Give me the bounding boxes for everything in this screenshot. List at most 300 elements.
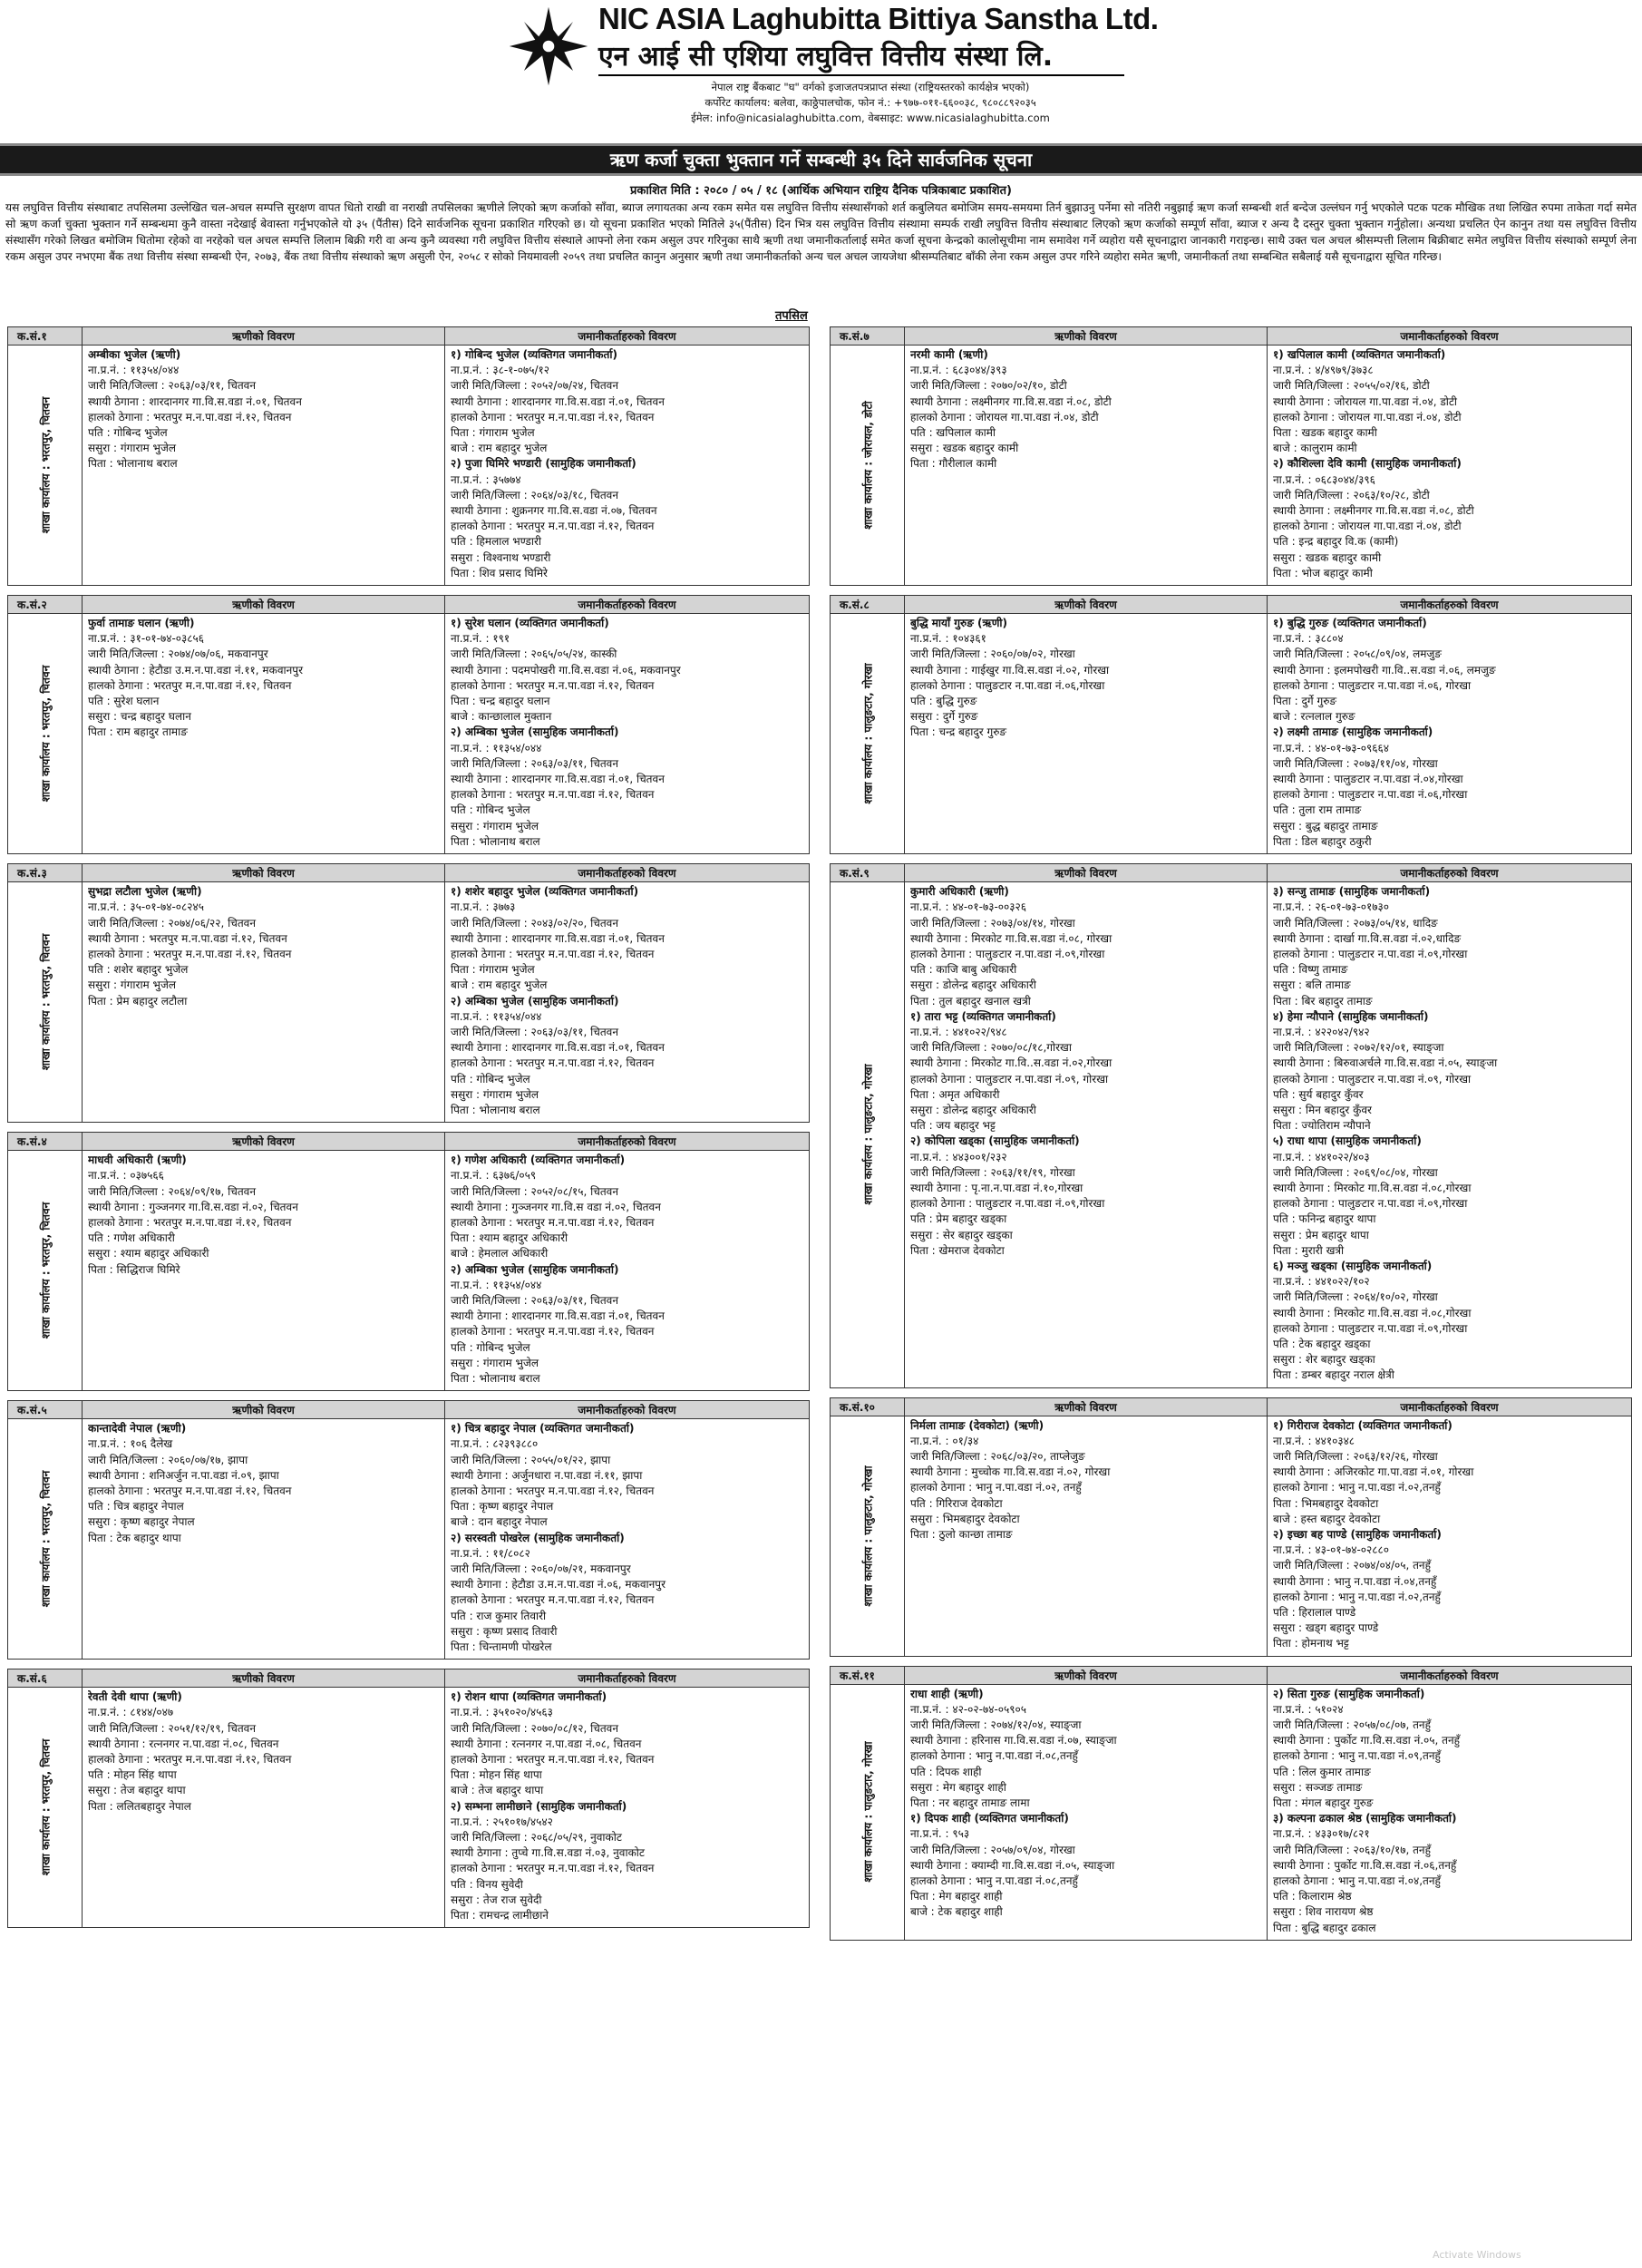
- detail-line: जारी मिति/जिल्ला : २०६०/०७/०२, गोरखा: [910, 647, 1075, 661]
- detail-line: स्थायी ठेगाना : मुच्चोक गा.वि.स.वडा नं.०२, गोरखा: [910, 1465, 1111, 1479]
- record-body-row: [8, 614, 809, 853]
- detail-line: हालको ठेगाना : भानु न.पा.वडा नं.०८,तनहुँ: [910, 1749, 1078, 1763]
- detail-line: स्थायी ठेगाना : भरतपुर म.न.पा.वडा नं.१२, चितवन: [88, 931, 287, 945]
- guarantors-header-cell: जमानीकर्ताहरुको विवरण: [578, 1672, 676, 1686]
- detail-line: पति : खपिलाल कामी: [910, 426, 996, 440]
- detail-line: जारी मिति/जिल्ला : २०६९/०८/०४, गोरखा: [1273, 1165, 1438, 1179]
- detail-line: स्थायी ठेगाना : गुञ्जनगर गा.वि.स वडा नं.०२, चितवन: [451, 1200, 661, 1213]
- detail-line: जारी मिति/जिल्ला : २०६३/१२/२६, गोरखा: [1273, 1450, 1438, 1463]
- detail-line: स्थायी ठेगाना : लक्ष्मीनगर गा.वि.स.वडा नं.०८, डोटी: [910, 394, 1112, 408]
- loan-record-block: [830, 326, 1632, 586]
- detail-line: जारी मिति/जिल्ला : २०७४/०४/०५, तनहुँ: [1273, 1559, 1431, 1572]
- detail-line: ना.प्र.नं. : ४३-०१-७४-०२८८०: [1273, 1543, 1390, 1557]
- company-contact-block: [598, 80, 1142, 126]
- detail-line: स्थायी ठेगाना : गाईखुर गा.वि.स.वडा नं.०२, गोरखा: [910, 663, 1110, 677]
- record-body-row: [831, 346, 1631, 585]
- record-header-row: [831, 1667, 1631, 1685]
- detail-line: ना.प्र.नं. : ११३५४/०४४: [88, 364, 180, 377]
- detail-line: हालको ठेगाना : भानु न.पा.वडा नं.०९,तनहुँ: [1273, 1749, 1441, 1763]
- detail-line: ना.प्र.नं. : ४३३०१७/८२१: [1273, 1827, 1370, 1841]
- detail-line: स्थायी ठेगाना : मिरकोट गा.वि.स.वडा नं.०८,गोरखा: [1273, 1181, 1472, 1194]
- person-name-line: नरमी कामी (ऋणी): [910, 348, 988, 361]
- loan-record-block: [830, 595, 1632, 854]
- record-header-row: [8, 327, 809, 346]
- detail-line: स्थायी ठेगाना : बिरुवाअर्चले गा.वि.स.वडा नं.०५, स्याङ्जा: [1273, 1056, 1498, 1070]
- person-name-line: ४) हेमा न्यौपाने (सामुहिक जमानीकर्ता): [1273, 1009, 1429, 1023]
- branch-office-cell: [831, 614, 905, 853]
- detail-line: ससुरा : गंगाराम भुजेल: [451, 819, 539, 832]
- detail-line: स्थायी ठेगाना : शारदानगर गा.वि.स.वडा नं.०१, चितवन: [451, 1309, 665, 1323]
- detail-line: हालको ठेगाना : भरतपुर म.न.पा.वडा नं.१२, चितवन: [88, 678, 292, 692]
- detail-line: स्थायी ठेगाना : मिरकोट गा.वि..स.वडा नं.०२,गोरखा: [910, 1056, 1112, 1070]
- detail-line: हालको ठेगाना : पालुङटार न.पा.वडा नं.०९,गोरखा: [910, 1197, 1105, 1211]
- serial-number-cell: क.सं.६: [8, 1669, 83, 1687]
- record-header-row: [831, 596, 1631, 614]
- detail-line: ससुरा : कृष्ण बहादुर नेपाल: [88, 1515, 195, 1529]
- detail-line: ससुरा : सञ्जङ तामाङ: [1273, 1780, 1363, 1794]
- detail-line: पिता : चन्द्र बहादुर घलान: [451, 695, 550, 708]
- person-name-line: कान्तादेवी नेपाल (ऋणी): [88, 1422, 187, 1436]
- person-name-line: २) पुजा घिमिरे भण्डारी (सामुहिक जमानीकर्ता): [451, 457, 636, 471]
- detail-line: ना.प्र.नं. : ४४-०१-७३-०९६६४: [1273, 741, 1390, 754]
- detail-line: हालको ठेगाना : भरतपुर म.न.पा.वडा नं.१२, चितवन: [451, 1325, 655, 1338]
- person-name-line: ३) कल्पना ढकाल श्रेष्ठ (सामुहिक जमानीकर्ता): [1273, 1812, 1457, 1825]
- detail-line: पति : टेक बहादुर खड्का: [1273, 1337, 1371, 1350]
- detail-line: स्थायी ठेगाना : शारदानगर गा.वि.स.वडा नं.०१, चितवन: [88, 394, 302, 408]
- detail-line: ना.प्र.नं. : ४२-०२-७४-०५९०५: [910, 1702, 1027, 1716]
- borrower-header-cell: ऋणीको विवरण: [83, 1669, 445, 1687]
- detail-line: स्थायी ठेगाना : हेटौडा उ.म.न.पा.वडा नं.११, मकवानपुर: [88, 663, 303, 677]
- detail-line: स्थायी ठेगाना : अर्जुनधारा न.पा.वडा नं.११, झापा: [451, 1468, 643, 1482]
- detail-line: जारी मिति/जिल्ला : २०७३/०४/१४, गोरखा: [910, 916, 1075, 930]
- detail-line: जारी मिति/जिल्ला : २०६८/०३/२०, ताप्लेजुङ: [910, 1450, 1085, 1463]
- branch-office-cell: [8, 346, 83, 585]
- record-header-row: [8, 1669, 809, 1688]
- detail-line: ससुरा : बुद्ध बहादुर तामाङ: [1273, 819, 1378, 832]
- detail-line: बाजे : राम बहादुर भुजेल: [451, 978, 548, 992]
- detail-line: ना.प्र.नं. : १०६ दैलेख: [88, 1437, 173, 1451]
- serial-number-cell: क.सं.१०: [831, 1398, 905, 1416]
- detail-line: हालको ठेगाना : भरतपुर म.न.पा.वडा नं.१२, चितवन: [88, 410, 292, 423]
- detail-line: बाजे : तेज बहादुर थापा: [451, 1784, 544, 1797]
- publication-date: प्रकाशित मिति : २०८० / ०५ / १८ (आर्थिक अभियान राष्ट्रिय दैनिक पत्रिकाबाट प्रकाशित): [630, 184, 1012, 198]
- detail-line: जारी मिति/जिल्ला : २०७०/०८/१२, चितवन: [451, 1721, 618, 1735]
- serial-number-cell: क.सं.५: [8, 1401, 83, 1418]
- detail-line: स्थायी ठेगाना : मिरकोट गा.वि.स.वडा नं.०८, गोरखा: [910, 931, 1112, 945]
- detail-line: पति : गोबिन्द भुजेल: [451, 803, 530, 817]
- detail-line: पिता : भोलानाथ बराल: [88, 457, 178, 471]
- detail-line: ना.प्र.नं. : ०१/३४: [910, 1434, 979, 1447]
- guarantor-details-cell: [445, 614, 809, 853]
- detail-line: जारी मिति/जिल्ला : २०७०/०२/१०, डोटी: [910, 379, 1067, 393]
- detail-line: जारी मिति/जिल्ला : २०७३/०५/१४, धादिङ: [1273, 916, 1438, 930]
- detail-line: पिता : होमनाथ भट्ट: [1273, 1637, 1349, 1650]
- person-name-line: १) गोबिन्द भुजेल (व्यक्तिगत जमानीकर्ता): [451, 348, 617, 361]
- detail-line: स्थायी ठेगाना : शारदानगर गा.वि.स.वडा नं.०१, चितवन: [451, 931, 665, 945]
- detail-line: पिता : रामचन्द्र लामीछाने: [451, 1909, 549, 1922]
- detail-line: ना.प्र.नं. : ३८-१-०७५/१२: [451, 364, 549, 377]
- detail-line: पिता : बुद्धि बहादुर ढकाल: [1273, 1921, 1376, 1934]
- detail-line: पिता : कृष्ण बहादुर नेपाल: [451, 1500, 554, 1514]
- left-column: [7, 326, 810, 1937]
- detail-line: हालको ठेगाना : जोरायल गा.पा.वडा नं.०४, डोटी: [1273, 520, 1462, 533]
- detail-line: बाजे : कान्छालाल मुक्तान: [451, 710, 552, 724]
- record-header-row: [8, 864, 809, 882]
- detail-line: ना.प्र.नं. : ०६८३०४४/३९६: [1273, 472, 1375, 486]
- detail-line: ना.प्र.नं. : ११/८०८२: [451, 1546, 530, 1560]
- person-name-line: २) अम्बिका भुजेल (सामुहिक जमानीकर्ता): [451, 994, 619, 1007]
- detail-line: पिता : बिर बहादुर तामाङ: [1273, 994, 1373, 1007]
- email-website-line: ईमेल: info@nicasialaghubitta.com, वेबसाइट: www.nicasialaghubitta.com: [691, 112, 1050, 124]
- detail-line: ना.प्र.नं. : ४४१०२२/४०३: [1273, 1150, 1370, 1163]
- activate-windows-watermark: Activate Windows: [1433, 2249, 1521, 2261]
- record-body-row: [8, 346, 809, 585]
- detail-line: हालको ठेगाना : पालुङटार न.पा.वडा नं.०६,गोरखा: [1273, 788, 1468, 802]
- person-name-line: रेवती देवी थापा (ऋणी): [88, 1690, 182, 1704]
- detail-line: पति : काजि बाबु अधिकारी: [910, 963, 1017, 977]
- branch-office-label: शाखा कार्यालय : भरतपुर, चितवन: [39, 665, 52, 803]
- guarantors-header-cell: जमानीकर्ताहरुको विवरण: [578, 330, 676, 343]
- person-name-line: कुमारी अधिकारी (ऋणी): [910, 885, 1009, 899]
- detail-line: ससुरा : गंगाराम भुजेल: [451, 1087, 539, 1101]
- detail-line: ना.प्र.नं. : ११३५४/०४४: [451, 1009, 542, 1023]
- detail-line: ना.प्र.नं. : १९१: [451, 632, 510, 646]
- detail-line: ससुरा : शेर बहादुर खड्का: [1273, 1353, 1375, 1367]
- detail-line: हालको ठेगाना : जोरायल गा.पा.वडा नं.०४, डोटी: [1273, 410, 1462, 423]
- person-name-line: १) बुद्धि गुरुङ (व्यक्तिगत जमानीकर्ता): [1273, 617, 1427, 630]
- detail-line: ना.प्र.नं. : ४४१०२२/१०२: [1273, 1275, 1370, 1289]
- person-name-line: २) कौशिल्ला देवि कामी (सामुहिक जमानीकर्ता): [1273, 457, 1462, 471]
- detail-line: जारी मिति/जिल्ला : २०५७/०९/०४, गोरखा: [910, 1843, 1075, 1856]
- detail-line: पिता : भोलानाथ बराल: [451, 1103, 540, 1116]
- detail-line: स्थायी ठेगाना : इलमपोखरी गा.वि..स.वडा नं.०६, लमजुङ: [1273, 663, 1496, 677]
- detail-line: पिता : खेमराज देवकोटा: [910, 1243, 1005, 1257]
- detail-line: हालको ठेगाना : भानु न.पा.वडा नं.०८,तनहुँ: [910, 1874, 1078, 1888]
- person-name-line: १) चित्र बहादुर नेपाल (व्यक्तिगत जमानीकर्ता): [451, 1422, 635, 1436]
- detail-line: हालको ठेगाना : भरतपुर म.न.पा.वडा नं.१२, चितवन: [88, 1753, 292, 1767]
- detail-line: ससुरा : मिन बहादुर कुँवर: [1273, 1103, 1372, 1116]
- detail-line: जारी मिति/जिल्ला : २०६३/०३/११, चितवन: [451, 756, 618, 770]
- loan-record-block: [7, 1669, 810, 1928]
- detail-line: ना.प्र.नं. : ५१०२४: [1273, 1702, 1344, 1716]
- star-logo-icon: [508, 5, 589, 87]
- detail-line: ना.प्र.नं. : ४४३००१/२३२: [910, 1150, 1007, 1163]
- detail-line: पति : गोबिन्द भुजेल: [451, 1072, 530, 1085]
- borrower-header-cell: ऋणीको विवरण: [905, 864, 1268, 881]
- header-divider: [598, 74, 1124, 76]
- detail-line: जारी मिति/जिल्ला : २०४३/०२/२०, चितवन: [451, 916, 618, 930]
- detail-line: पति : प्रेम बहादुर खड्का: [910, 1212, 1007, 1226]
- detail-line: जारी मिति/जिल्ला : २०६३/१०/१७, तनहुँ: [1273, 1843, 1431, 1856]
- detail-line: ससुरा : बलि तामाङ: [1273, 978, 1351, 992]
- detail-line: ना.प्र.नं. : ९५३: [910, 1827, 970, 1841]
- detail-line: पति : राज कुमार तिवारी: [451, 1609, 547, 1622]
- detail-line: हालको ठेगाना : भानु न.पा.वडा नं.०२,तनहुँ: [1273, 1481, 1441, 1494]
- detail-line: पति : किलाराम श्रेष्ठ: [1273, 1890, 1352, 1903]
- detail-line: पिता : भोज बहादुर कामी: [1273, 566, 1373, 579]
- company-name-nepali: एन आई सी एशिया लघुवित्त वित्तीय संस्था लि.: [598, 41, 1054, 73]
- detail-line: हालको ठेगाना : भरतपुर म.न.पा.वडा नं.१२, चितवन: [88, 1215, 292, 1229]
- detail-line: स्थायी ठेगाना : भानु न.पा.वडा नं.०४,तनहुँ: [1273, 1574, 1437, 1588]
- license-line: नेपाल राष्ट्र बैंकबाट "घ" वर्गको इजाजतपत्रप्राप्त संस्था (राष्ट्रियस्तरको कार्यक्षेत्र भएको): [711, 81, 1030, 93]
- detail-line: हालको ठेगाना : भरतपुर म.न.पा.वडा नं.१२, चितवन: [88, 1484, 292, 1497]
- guarantor-details-cell: [445, 882, 809, 1122]
- borrower-header-cell: ऋणीको विवरण: [83, 864, 445, 881]
- borrower-details-cell: [83, 614, 445, 853]
- detail-line: बाजे : रत्नलाल गुरुङ: [1273, 710, 1355, 724]
- guarantors-header-cell: जमानीकर्ताहरुको विवरण: [578, 599, 676, 612]
- detail-line: पिता : अमृत अधिकारी: [910, 1087, 1000, 1101]
- detail-line: पिता : सिद्धिराज घिमिरे: [88, 1262, 180, 1276]
- detail-line: ससुरा : खडक बहादुर कामी: [910, 442, 1019, 455]
- detail-line: जारी मिति/जिल्ला : २०५५/०२/१६, डोटी: [1273, 379, 1430, 393]
- detail-line: जारी मिति/जिल्ला : २०६४/१०/०२, गोरखा: [1273, 1290, 1438, 1304]
- detail-line: ना.प्र.नं. : ८२३९३८८०: [451, 1437, 539, 1451]
- branch-office-cell: [831, 882, 905, 1387]
- detail-line: जारी मिति/जिल्ला : २०५५/०१/२२, झापा: [451, 1453, 611, 1466]
- detail-line: हालको ठेगाना : भरतपुर म.न.पा.वडा नं.१२, चितवन: [88, 947, 292, 960]
- detail-line: जारी मिति/जिल्ला : २०५८/०९/०४, लमजुङ: [1273, 647, 1442, 661]
- detail-line: हालको ठेगाना : भरतपुर म.न.पा.वडा नं.१२, चितवन: [451, 947, 655, 960]
- detail-line: हालको ठेगाना : भानु न.पा.वडा नं.०४,तनहुँ: [1273, 1874, 1441, 1888]
- detail-line: बाजे : राम बहादुर भुजेल: [451, 442, 548, 455]
- detail-line: पिता : ललितबहादुर नेपाल: [88, 1799, 191, 1813]
- record-body-row: [8, 1151, 809, 1390]
- detail-line: बाजे : हेमलाल अधिकारी: [451, 1247, 549, 1261]
- detail-line: पति : हिमलाल भण्डारी: [451, 535, 541, 549]
- detail-line: हालको ठेगाना : भरतपुर म.न.पा.वडा नं.१२, चितवन: [451, 1862, 655, 1875]
- branch-office-cell: [831, 1416, 905, 1656]
- detail-line: पिता : दुर्गे गुरुङ: [1273, 695, 1337, 708]
- person-name-line: २) इच्छा बह पाण्डे (सामुहिक जमानीकर्ता): [1273, 1528, 1442, 1542]
- borrower-details-cell: [905, 614, 1268, 853]
- detail-line: पिता : राम बहादुर तामाङ: [88, 725, 188, 739]
- detail-line: पिता : ज्योतिराम न्यौपाने: [1273, 1119, 1371, 1133]
- person-name-line: १) तारा भट्ट (व्यक्तिगत जमानीकर्ता): [910, 1009, 1056, 1023]
- person-name-line: ५) राधा थापा (सामुहिक जमानीकर्ता): [1273, 1134, 1422, 1148]
- detail-line: स्थायी ठेगाना : शारदानगर गा.वि.स.वडा नं.०१, चितवन: [451, 773, 665, 786]
- detail-line: ससुरा : श्याम बहादुर अधिकारी: [88, 1247, 209, 1261]
- branch-office-cell: [8, 1419, 83, 1659]
- detail-line: जारी मिति/जिल्ला : २०७४/०६/२२, चितवन: [88, 916, 256, 930]
- detail-line: ना.प्र.नं. : ११३५४/०४४: [451, 741, 542, 754]
- record-header-row: [8, 1133, 809, 1151]
- guarantor-details-cell: [1268, 346, 1631, 585]
- detail-line: जारी मिति/जिल्ला : २०६०/०७/१७, झापा: [88, 1453, 248, 1466]
- person-name-line: ३) सन्जु तामाङ (सामुहिक जमानीकर्ता): [1273, 885, 1431, 899]
- detail-line: ससुरा : दुर्गे गुरुङ: [910, 710, 978, 724]
- detail-line: पति : गोबिन्द भुजेल: [451, 1340, 530, 1354]
- person-name-line: १) खपिलाल कामी (व्यक्तिगत जमानीकर्ता): [1273, 348, 1446, 361]
- detail-line: हालको ठेगाना : भरतपुर म.न.पा.वडा नं.१२, चितवन: [451, 1593, 655, 1607]
- person-name-line: अम्बीका भुजेल (ऋणी): [88, 348, 181, 361]
- detail-line: ससुरा : चन्द्र बहादुर घलान: [88, 710, 191, 724]
- record-body-row: [831, 614, 1631, 853]
- person-name-line: २) अम्बिका भुजेल (सामुहिक जमानीकर्ता): [451, 725, 619, 739]
- branch-office-label: शाखा कार्यालय : भरतपुर, चितवन: [39, 1470, 52, 1608]
- detail-line: स्थायी ठेगाना : दार्खा गा.वि.स.वडा नं.०२,धादिङ: [1273, 931, 1462, 945]
- detail-line: पति : चित्र बहादुर नेपाल: [88, 1500, 184, 1514]
- guarantor-details-cell: [445, 1419, 809, 1659]
- right-column: [830, 326, 1632, 1950]
- company-name-english: NIC ASIA Laghubitta Bittiya Sanstha Ltd.: [598, 2, 1159, 35]
- detail-line: जारी मिति/जिल्ला : २०६८/०५/२९, नुवाकोट: [451, 1831, 622, 1845]
- detail-line: पिता : गंगाराम भुजेल: [451, 426, 535, 440]
- borrower-details-cell: [83, 882, 445, 1122]
- borrower-header-cell: ऋणीको विवरण: [905, 596, 1268, 613]
- detail-line: पिता : तुल बहादुर खनाल खत्री: [910, 994, 1031, 1007]
- record-body-row: [8, 882, 809, 1122]
- detail-line: ना.प्र.नं. : २५१०१७/४५४२: [451, 1815, 553, 1828]
- detail-line: ना.प्र.नं. : ६८३०४४/३९३: [910, 364, 1007, 377]
- borrower-details-cell: [905, 882, 1268, 1387]
- detail-line: पति : लिल कुमार तामाङ: [1273, 1765, 1371, 1778]
- person-name-line: १) सुरेश घलान (व्यक्तिगत जमानीकर्ता): [451, 617, 609, 630]
- detail-line: पति : बुद्धि गुरुङ: [910, 695, 977, 708]
- loan-record-block: [7, 595, 810, 854]
- person-name-line: २) लक्ष्मी तामाङ (सामुहिक जमानीकर्ता): [1273, 725, 1433, 739]
- detail-line: ससुरा : गंगाराम भुजेल: [88, 978, 177, 992]
- detail-line: ना.प्र.नं. : ३१-०१-७४-०३८५६: [88, 632, 205, 646]
- detail-line: स्थायी ठेगाना : मिरकोट गा.वि.स.वडा नं.०८,गोरखा: [1273, 1306, 1472, 1319]
- detail-line: पिता : टेक बहादुर थापा: [88, 1531, 181, 1544]
- record-header-row: [831, 327, 1631, 346]
- branch-office-label: शाखा कार्यालय : भरतपुर, चितवन: [39, 396, 52, 534]
- detail-line: ना.प्र.नं. : ३५-०१-७४-०८२४५: [88, 900, 205, 914]
- detail-line: ससुरा : तेज राज सुवेदी: [451, 1893, 542, 1906]
- loan-record-block: [830, 1397, 1632, 1657]
- guarantor-details-cell: [445, 1688, 809, 1927]
- detail-line: पति : तुला राम तामाङ: [1273, 803, 1362, 817]
- detail-line: पिता : मुरारी खत्री: [1273, 1243, 1345, 1257]
- record-body-row: [8, 1419, 809, 1659]
- detail-line: बाजे : टेक बहादुर शाही: [910, 1905, 1003, 1919]
- detail-line: पिता : मोहन सिंह थापा: [451, 1768, 542, 1782]
- guarantors-header-cell: जमानीकर्ताहरुको विवरण: [578, 1404, 676, 1417]
- detail-line: पिता : गौरीलाल कामी: [910, 457, 997, 471]
- serial-number-cell: क.सं.७: [831, 327, 905, 345]
- detail-line: ना.प्र.नं. : ०३७५६६: [88, 1169, 164, 1183]
- borrower-header-cell: ऋणीको विवरण: [83, 327, 445, 345]
- detail-line: स्थायी ठेगाना : पालुङटार न.पा.वडा नं.०४,गोरखा: [1273, 773, 1463, 786]
- loan-record-block: [7, 863, 810, 1123]
- loan-record-block: [830, 1666, 1632, 1941]
- borrower-header-cell: ऋणीको विवरण: [905, 1667, 1268, 1684]
- detail-line: स्थायी ठेगाना : पदमपोखरी गा.वि.स.वडा नं.०६, मकवानपुर: [451, 663, 681, 677]
- detail-line: ना.प्र.नं. : ३५१०२०/४५६३: [451, 1706, 553, 1719]
- detail-line: हालको ठेगाना : पालुङटार न.पा.वडा नं.०९,गोरखा: [1273, 947, 1468, 960]
- borrower-details-cell: [905, 346, 1268, 585]
- detail-line: जारी मिति/जिल्ला : २०६३/०३/११, चितवन: [88, 379, 256, 393]
- schedule-heading: तपसिल: [775, 309, 808, 323]
- detail-line: पिता : श्याम बहादुर अधिकारी: [451, 1231, 568, 1245]
- detail-line: पति : विष्णु तामाङ: [1273, 963, 1348, 977]
- detail-line: स्थायी ठेगाना : शनिअर्जुन न.पा.वडा नं.०९, झापा: [88, 1468, 279, 1482]
- loan-record-block: [7, 1400, 810, 1660]
- detail-line: पिता : मंगल बहादुर गुरुङ: [1273, 1796, 1374, 1810]
- detail-line: पति : हिरालाल पाण्डे: [1273, 1606, 1356, 1620]
- detail-line: स्थायी ठेगाना : तुप्चे गा.वि.स.वडा नं.०३, नुवाकोट: [451, 1846, 645, 1860]
- detail-line: जारी मिति/जिल्ला : २०७२/१२/०१, स्याङ्जा: [1273, 1041, 1444, 1055]
- detail-line: पिता : प्रेम बहादुर लटौला: [88, 994, 188, 1007]
- detail-line: स्थायी ठेगाना : पुर्कोट गा.वि.स.वडा नं.०६,तनहुँ: [1273, 1858, 1457, 1872]
- branch-office-cell: [8, 882, 83, 1122]
- detail-line: जारी मिति/जिल्ला : २०५१/१२/१९, चितवन: [88, 1721, 256, 1735]
- person-name-line: २) कोपिला खड्का (सामुहिक जमानीकर्ता): [910, 1134, 1080, 1148]
- detail-line: हालको ठेगाना : भरतपुर म.न.पा.वडा नं.१२, चितवन: [451, 1056, 655, 1070]
- detail-line: ससुरा : डोलेन्द्र बहादुर अधिकारी: [910, 978, 1036, 992]
- record-body-row: [831, 1685, 1631, 1940]
- branch-office-label: शाखा कार्यालय : भरतपुर, चितवन: [39, 1738, 52, 1876]
- person-name-line: निर्मला तामाङ (देवकोटा) (ऋणी): [910, 1418, 1044, 1432]
- detail-line: पिता : डम्बर बहादुर नराल क्षेत्री: [1273, 1368, 1394, 1382]
- person-name-line: माधवी अधिकारी (ऋणी): [88, 1153, 187, 1167]
- detail-line: पति : गोबिन्द भुजेल: [88, 426, 168, 440]
- detail-line: पिता : भोलानाथ बराल: [451, 834, 540, 848]
- detail-line: हालको ठेगाना : जोरायल गा.पा.वडा नं.०४, डोटी: [910, 410, 1099, 423]
- branch-office-cell: [831, 1685, 905, 1940]
- record-header-row: [8, 596, 809, 614]
- detail-line: स्थायी ठेगाना : पुर्कोट गा.वि.स.वडा नं.०५, तनहुँ: [1273, 1734, 1461, 1747]
- serial-number-cell: क.सं.१: [8, 327, 83, 345]
- detail-line: स्थायी ठेगाना : हेटौडा उ.म.न.पा.वडा नं.०६, मकवानपुर: [451, 1578, 666, 1591]
- detail-line: ना.प्र.नं. : २६-०१-७३-०१७३०: [1273, 900, 1390, 914]
- guarantors-header-cell: जमानीकर्ताहरुको विवरण: [578, 867, 676, 881]
- detail-line: हालको ठेगाना : पालुङटार न.पा.वडा नं.०६, गोरखा: [1273, 678, 1472, 692]
- detail-line: ना.प्र.नं. : ८१४४/०४७: [88, 1706, 174, 1719]
- detail-line: स्थायी ठेगाना : गुञ्जनगर गा.वि.स.वडा नं.०२, चितवन: [88, 1200, 298, 1213]
- detail-line: ससुरा : कृष्ण प्रसाद तिवारी: [451, 1624, 558, 1638]
- detail-line: स्थायी ठेगाना : शारदानगर गा.वि.स.वडा नं.०१, चितवन: [451, 1041, 665, 1055]
- detail-line: हालको ठेगाना : भरतपुर म.न.पा.वडा नं.१२, चितवन: [451, 520, 655, 533]
- person-name-line: १) गिरीराज देवकोटा (व्यक्तिगत जमानीकर्ता): [1273, 1418, 1453, 1432]
- detail-line: पति : विनय सुवेदी: [451, 1877, 523, 1891]
- notice-title: ऋण कर्जा चुक्ता भुक्तान गर्ने सम्बन्धी ३५ दिने सार्वजनिक सूचना: [0, 143, 1642, 176]
- detail-line: हालको ठेगाना : भानु न.पा.वडा नं.०२,तनहुँ: [1273, 1590, 1441, 1603]
- person-name-line: राधा शाही (ऋणी): [910, 1687, 984, 1700]
- detail-line: हालको ठेगाना : भरतपुर म.न.पा.वडा नं.१२, चितवन: [451, 678, 655, 692]
- detail-line: स्थायी ठेगाना : शारदानगर गा.वि.स.वडा नं.०१, चितवन: [451, 394, 665, 408]
- detail-line: ना.प्र.नं. : ४४१०३४८: [1273, 1434, 1355, 1447]
- detail-line: जारी मिति/जिल्ला : २०५२/०८/१५, चितवन: [451, 1184, 618, 1198]
- person-name-line: ६) मञ्जु खड्का (सामुहिक जमानीकर्ता): [1273, 1259, 1433, 1272]
- detail-line: ससुरा : तेज बहादुर थापा: [88, 1784, 186, 1797]
- detail-line: ससुरा : खड्ग बहादुर पाण्डे: [1273, 1621, 1379, 1635]
- borrower-details-cell: [83, 1151, 445, 1390]
- borrower-header-cell: ऋणीको विवरण: [83, 1133, 445, 1150]
- detail-line: हालको ठेगाना : भरतपुर म.न.पा.वडा नं.१२, चितवन: [451, 1215, 655, 1229]
- detail-line: ना.प्र.नं. : ४/४९७९/३७३८: [1273, 364, 1374, 377]
- detail-line: जारी मिति/जिल्ला : २०६३/११/१९, गोरखा: [910, 1165, 1075, 1179]
- record-header-row: [831, 1398, 1631, 1416]
- detail-line: ना.प्र.नं. : ११३५४/०४४: [451, 1278, 542, 1291]
- guarantors-header-cell: जमानीकर्ताहरुको विवरण: [578, 1135, 676, 1149]
- borrower-header-cell: ऋणीको विवरण: [905, 327, 1268, 345]
- serial-number-cell: क.सं.११: [831, 1667, 905, 1684]
- borrower-header-cell: ऋणीको विवरण: [83, 1401, 445, 1418]
- notice-intro-paragraph: यस लघुवित्त वित्तीय संस्थाबाट तपसिलमा उल्लेखित चल-अचल सम्पत्ति सुरक्षण वापत धितो राखी वा नराखी तपसिलका ऋणीले लिएको ऋण कर्जाको साँवा, ब्याज लगायतका अन्य रकम समेत यस लघुवित्त वित्तीय संस्थासँगको शर्त कबुलियत बमोजिम समय-समयमा तिर्न बुझाउनु पर्नेमा सो नतिरी नबुझाई ऋण कर्जा सम्बन्धी शर्त बन्देज उल्लंघन गर्नु भएकोले पटक पटक मौखिक तथा लिखित रुपमा ताकेता गर्दा समेत सो ऋण कर्जा चुक्ता भुक्तान गर्ने सम्बन्धमा कुनै वास्ता नदेखाई बेवास्ता गर्नुभएकोले यो ३५ (पैंतीस) दिने सार्वजनिक सूचना प्रकाशित गरिएको छ। यो सूचना प्रकाशित भएको मितिले ३५(पैंतीस) दिन भित्र यस लघुवित्त वित्तीय संस्थामा सम्पर्क राखी लघुवित्त वित्तीय संस्थाबाट लिएको ऋण कर्जाको सम्पूर्ण साँवा, ब्याज र अन्य दै दस्तुर चुक्ता भुक्तान गर्नुहोला। अन्यथा प्रचलित ऐन कानुन तथा यस लघुवित्त वित्तीय संस्थासँग गरेको लिखत बमोजिम धितोमा रहेको वा नरहेको चल अचल सम्पत्ति लिलाम बिक्री गरी वा अन्य कुनै व्यवस्था गरी लघुवित्त वित्तीय संस्थाले आफ्नो लेना रकम असुल उपर गरिनुका साथै ऋणी तथा जमानीकर्तालाई समेत कर्जा सूचना केन्द्रको कालोसूचीमा नाम समावेश गर्ने व्यहोरा यसै सूचनाद्वारा जानकारी गराइन्छ। साथै उक्त चल अचल श्रीसम्पत्ती लिलाम बिक्रीबाट समेत लघुवित्त वित्तीय संस्थाको सम्पूर्ण लेना रकम असुल उपर नभएमा बैंक तथा वित्तीय संस्था सम्बन्धी ऐन, २०७३, बैंक तथा वित्तीय संस्थाको ऋण असुली ऐन, २०५८ र सोको नियमावली २०५९ तथा प्रचलित कानुन अनुसार ऋणी तथा जमानीकर्ताको अन्य चल अचल जायजेथा श्रीसम्पतिबाट बाँकी लेना रकम असुल उपर गरिने व्यहोरा समेत ऋणी, जमानीकर्ता तथा सम्बन्धित सबैलाई यसै सूचनाद्वारा सूचित गरिन्छ।: [5, 201, 1637, 263]
- detail-line: स्थायी ठेगाना : लक्ष्मीनगर गा.वि.स.वडा नं.०८, डोटी: [1273, 504, 1474, 518]
- borrower-details-cell: [83, 346, 445, 585]
- record-header-row: [8, 1401, 809, 1419]
- detail-line: पति : गणेश अधिकारी: [88, 1231, 175, 1245]
- detail-line: पिता : खडक बहादुर कामी: [1273, 426, 1377, 440]
- detail-line: ससुरा : मेग बहादुर शाही: [910, 1780, 1006, 1794]
- person-name-line: २) सम्भना लामीछाने (सामुहिक जमानीकर्ता): [451, 1799, 627, 1813]
- detail-line: ना.प्र.नं. : ३८८०४: [1273, 632, 1344, 646]
- person-name-line: २) सरस्वती पोखरेल (सामुहिक जमानीकर्ता): [451, 1531, 625, 1544]
- serial-number-cell: क.सं.४: [8, 1133, 83, 1150]
